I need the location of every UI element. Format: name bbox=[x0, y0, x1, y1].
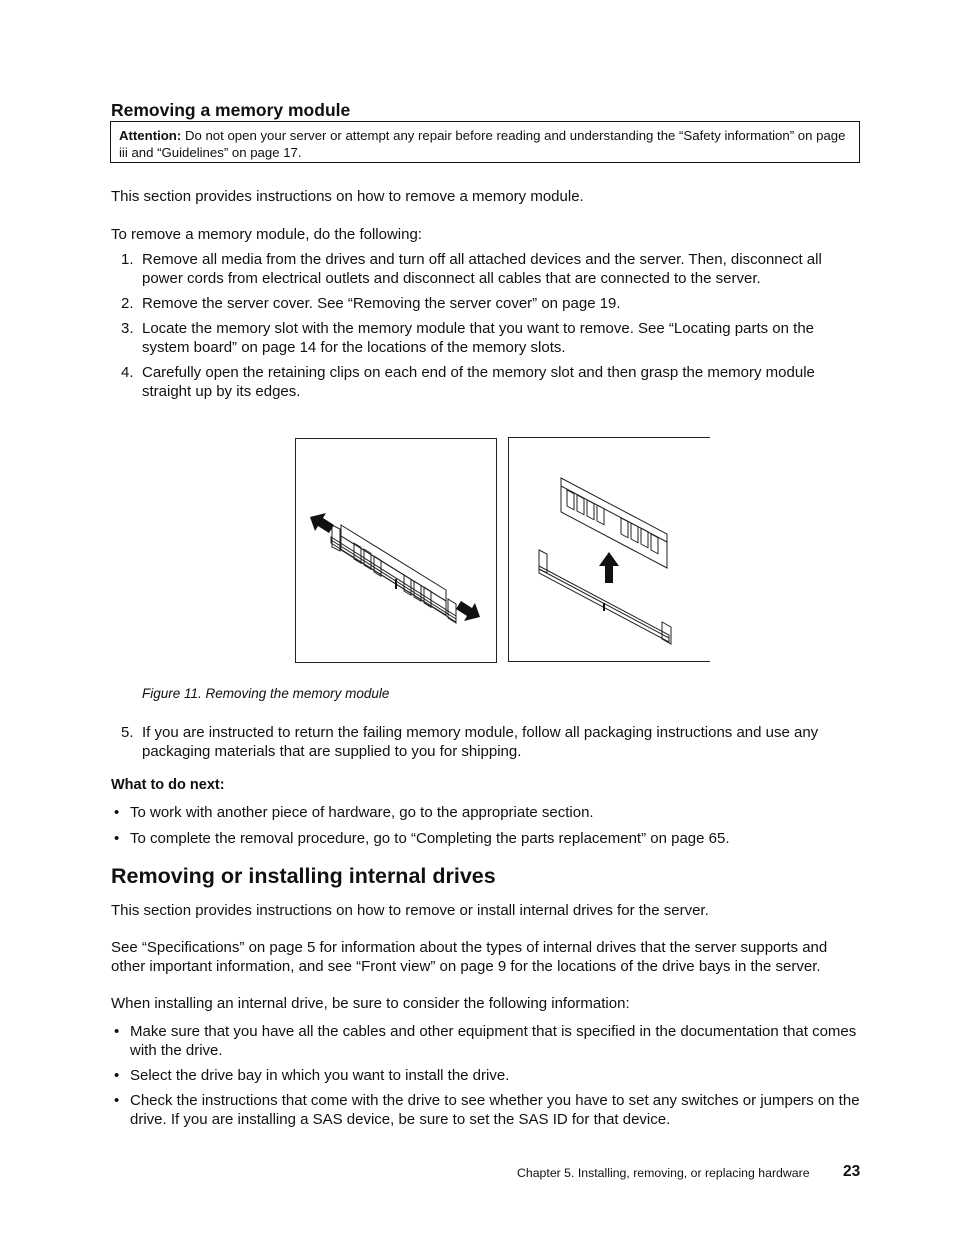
footer-chapter: Chapter 5. Installing, removing, or replacing hardware bbox=[517, 1166, 810, 1180]
figure-open-clips bbox=[295, 438, 497, 663]
intro-paragraph: This section provides instructions on how to remove a memory module. bbox=[111, 188, 584, 205]
drives-heading: Removing or installing internal drives bbox=[111, 864, 496, 888]
step-text: Locate the memory slot with the memory module that you want to remove. See “Locating parts on the system board” on page 14 for the locations of the memory slots. bbox=[142, 320, 815, 356]
step-text: If you are instructed to return the failing memory module, follow all packaging instructions and use any packaging materials that are supplied to you for shipping. bbox=[142, 724, 819, 760]
what-to-do-next-heading: What to do next: bbox=[111, 777, 225, 793]
drives-paragraph: When installing an internal drive, be sure to consider the following information: bbox=[111, 995, 630, 1012]
step-number: 3. bbox=[121, 320, 134, 337]
bullet-text: Check the instructions that come with the drive to see whether you have to set any switches or jumpers on the drive. If you are installing a SAS device, be sure to set the SAS ID for that device. bbox=[130, 1092, 860, 1128]
step-number: 1. bbox=[121, 251, 134, 268]
step-text: Remove the server cover. See “Removing the server cover” on page 19. bbox=[142, 295, 621, 312]
bullet-text: To work with another piece of hardware, go to the appropriate section. bbox=[130, 804, 594, 821]
bullet-text: Select the drive bay in which you want to install the drive. bbox=[130, 1067, 510, 1084]
lead-paragraph: To remove a memory module, do the following: bbox=[111, 226, 422, 243]
step-text: Remove all media from the drives and turn off all attached devices and the server. Then, disconnect all power cords from electrical outlets and disconnect all cables that are connected to the server. bbox=[142, 251, 822, 287]
step-text: Carefully open the retaining clips on each end of the memory slot and then grasp the memory module straight up by its edges. bbox=[142, 364, 815, 400]
drives-paragraph: See “Specifications” on page 5 for information about the types of internal drives that the server supports and other important information, and see “Front view” on page 9 for the locations of the drive bays in the server. bbox=[111, 939, 828, 975]
bullet-text: Make sure that you have all the cables and other equipment that is specified in the documentation that comes with the drive. bbox=[130, 1023, 857, 1059]
drives-paragraph: This section provides instructions on how to remove or install internal drives for the server. bbox=[111, 902, 709, 919]
step-number: 5. bbox=[121, 724, 134, 741]
section-heading: Removing a memory module bbox=[111, 100, 351, 120]
bullet-text: To complete the removal procedure, go to “Completing the parts replacement” on page 65. bbox=[130, 830, 730, 847]
figure-remove-module bbox=[508, 437, 710, 662]
page-number: 23 bbox=[843, 1163, 861, 1180]
step-number: 2. bbox=[121, 295, 134, 312]
attention-text: Do not open your server or attempt any repair before reading and understanding the “Safety information” on page iii and “Guidelines” on page 17. bbox=[119, 128, 846, 160]
step-number: 4. bbox=[121, 364, 134, 381]
attention-notice bbox=[110, 121, 860, 163]
figure-caption: Figure 11. Removing the memory module bbox=[142, 686, 390, 701]
attention-label: Attention: bbox=[119, 128, 182, 143]
